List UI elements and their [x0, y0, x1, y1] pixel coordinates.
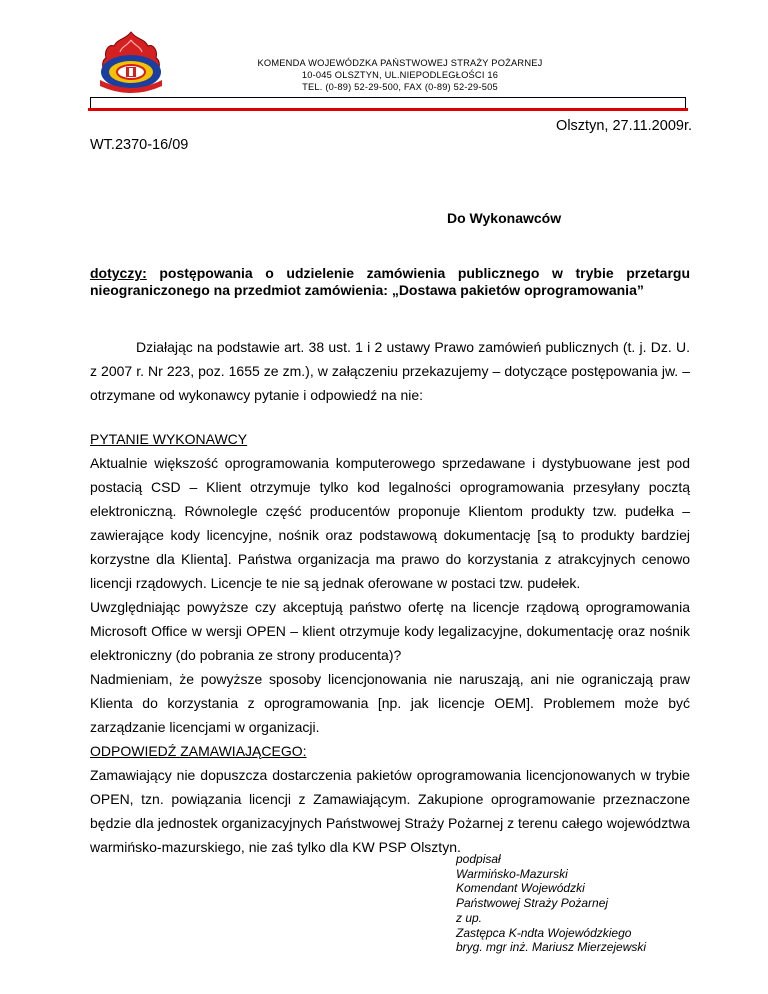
signature-line: Zastępca K-ndta Wojewódzkiego	[456, 925, 632, 940]
intro-paragraph	[90, 335, 690, 407]
letterhead-divider-red	[88, 108, 688, 111]
recipient: Do Wykonawców	[447, 210, 562, 226]
intro-text: Działając na podstawie art. 38 ust. 1 i 2 ustawy Prawo zamówień publicznych (t. j. Dz. U. z 2007 r. Nr 223, poz. 1655 ze zm.), w załączeniu przekazujemy – dotyczące postępowania jw. – otrzymane od wykonawcy pytanie i odpowiedź na nie:	[90, 339, 690, 403]
signature-line: Komendant Wojewódzki	[456, 881, 585, 896]
signature-block	[456, 852, 646, 955]
answer-paragraph: Zamawiający nie dopuszcza dostarczenia pakietów oprogramowania licencjonowanych w trybie OPEN, tzn. powiązania licencji z Zamawiającym. Zakupione oprogramowanie przeznaczone będzie dla jednostek organizacyjnych Państwowej Straży Pożarnej z terenu całego województwa warmińsko-mazurskiego, nie zaś tylko dla KW PSP Olsztyn.	[90, 767, 690, 855]
signature-line: z up.	[456, 910, 483, 925]
signature-line: bryg. mgr inż. Mariusz Mierzejewski	[456, 940, 647, 955]
signature-line: Państwowej Straży Pożarnej	[456, 896, 609, 911]
subject-block	[90, 265, 690, 299]
subject-label: dotyczy:	[90, 265, 147, 281]
reference-number: WT.2370-16/09	[90, 137, 189, 153]
subject-text: postępowania o udzielenie zamówienia publicznego w trybie przetargu nieograniczonego na przedmiot zamówienia: „Dostawa pakietów oprogramowania”	[90, 265, 690, 298]
signature-line: podpisał	[456, 852, 501, 866]
letterhead-org-name: KOMENDA WOJEWÓDZKA PAŃSTWOWEJ STRAŻY POŻARNEJ	[257, 58, 543, 68]
signature-line: Warmińsko-Mazurski	[456, 866, 568, 881]
letterhead	[200, 57, 600, 93]
letter-body	[90, 427, 690, 859]
answer-heading: ODPOWIEDŹ ZAMAWIAJĄCEGO:	[90, 743, 307, 759]
letterhead-address: 10-045 OLSZTYN, UL.NIEPODLEGŁOŚCI 16	[301, 70, 499, 80]
letterhead-phone-fax: TEL. (0-89) 52-29-500, FAX (0-89) 52-29-505	[302, 82, 498, 92]
psp-emblem-logo	[92, 30, 170, 96]
question-paragraph-3: Nadmieniam, że powyższe sposoby licencjonowania nie naruszają, ani nie ograniczają praw Klienta do korzystania z oprogramowania [np. jak licencje OEM]. Problemem może być zarządzanie licencjami w organizacji.	[90, 671, 690, 735]
letter-date: Olsztyn, 27.11.2009r.	[556, 118, 692, 134]
question-paragraph-1: Aktualnie większość oprogramowania komputerowego sprzedawane i dystybuowane jest pod postacią CSD – Klient otrzymuje tylko kod legalności oprogramowania przesyłany pocztą elektroniczną. Równolegle część producentów proponuje Klientom produkty tzw. pudełka – zawierające kody licencyjne, nośnik oraz podstawową dokumentację [są to produkty bardziej korzystne dla Klienta]. Państwa organizacja ma prawo do korzystania z atrakcyjnych cenowo licencji rządowych. Licencje te nie są jednak oferowane w postaci tzw. pudełek.	[90, 455, 690, 591]
question-heading: PYTANIE WYKONAWCY	[90, 431, 248, 447]
question-paragraph-2: Uwzględniając powyższe czy akceptują państwo ofertę na licencje rządową oprogramowania Microsoft Office w wersji OPEN – klient otrzymuje kody legalizacyjne, dokumentację oraz nośnik elektroniczny (do pobrania ze strony producenta)?	[90, 599, 690, 663]
